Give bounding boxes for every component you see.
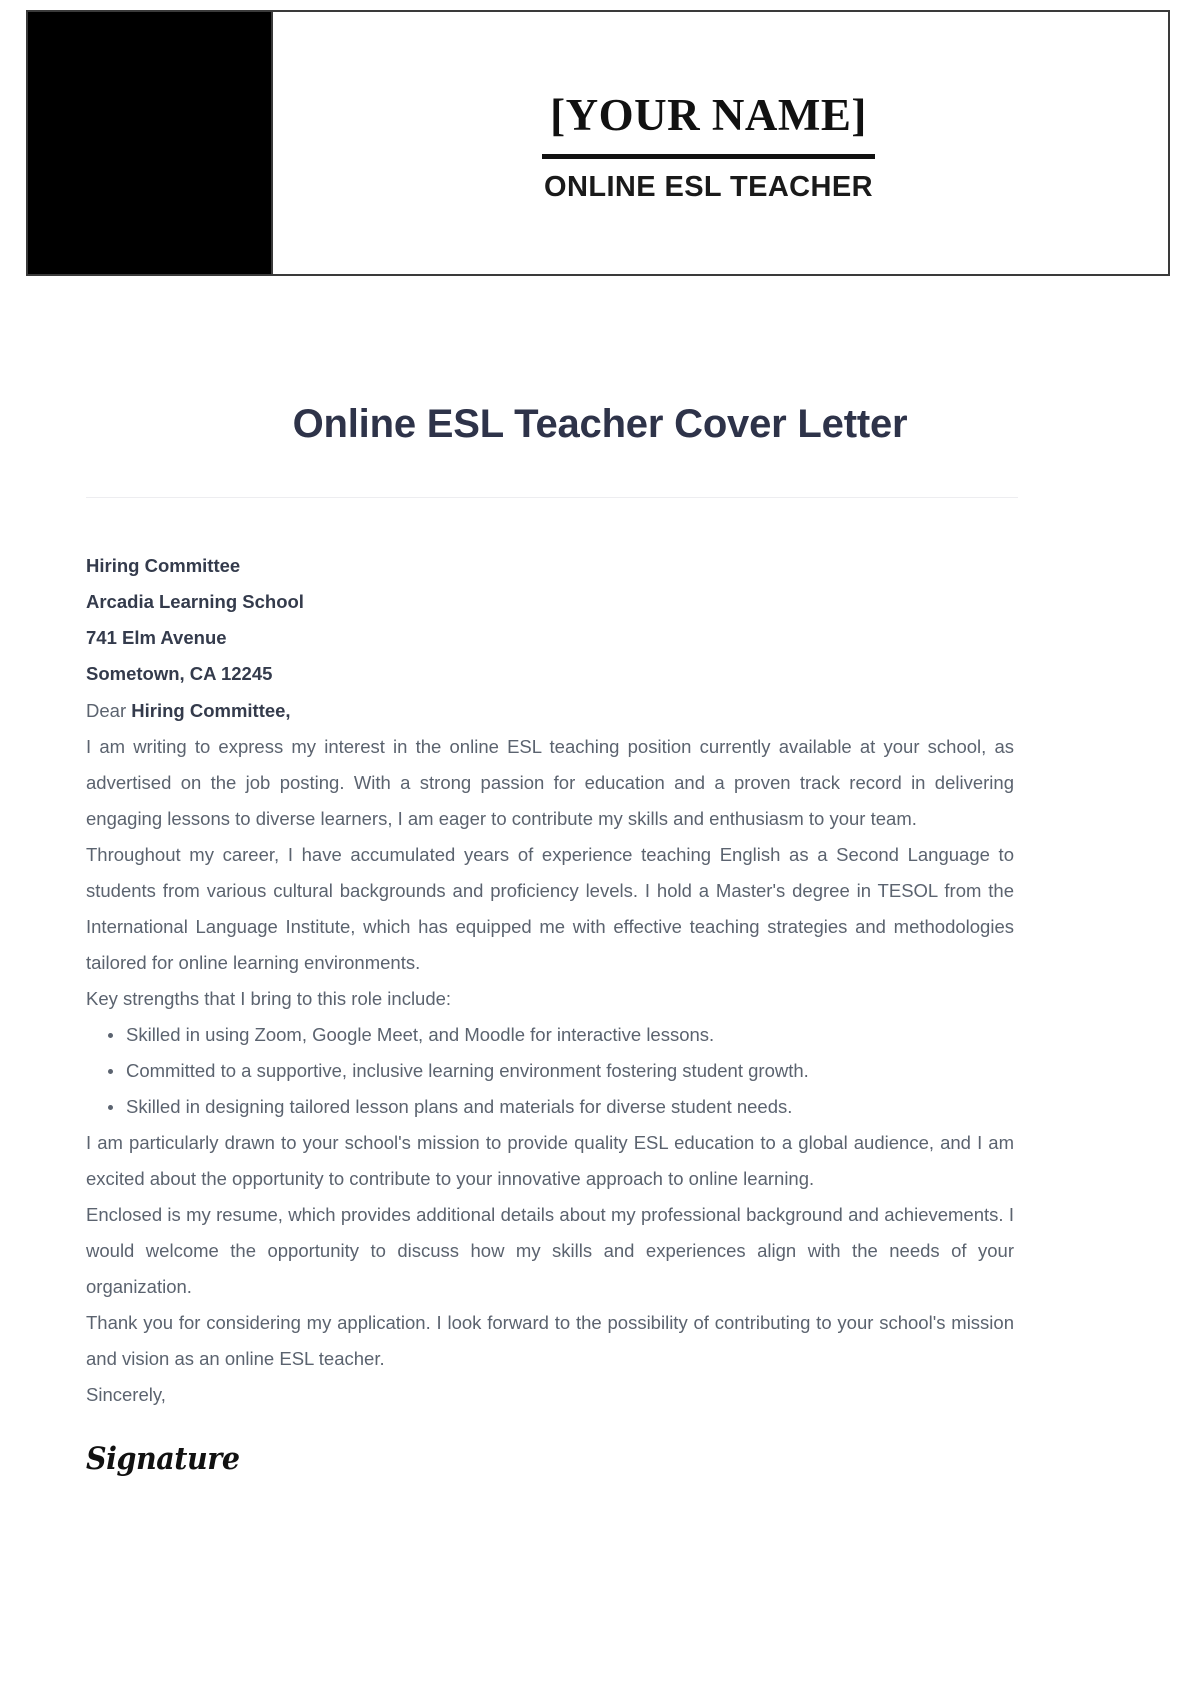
key-strengths-list <box>86 1017 1014 1125</box>
letterhead-accent-block <box>28 12 273 274</box>
body-paragraph-3: I am particularly drawn to your school's mission to provide quality ESL education to a global audience, and I am excited about the opportunity to contribute to your innovative approach to online learning. <box>86 1132 1014 1189</box>
signature: Signature <box>86 1441 240 1477</box>
letterhead-role: ONLINE ESL TEACHER <box>544 170 873 203</box>
list-item: Skilled in using Zoom, Google Meet, and Moodle for interactive lessons. <box>104 1017 1014 1053</box>
recipient-street: 741 Elm Avenue <box>86 627 227 648</box>
recipient-block <box>86 548 1014 692</box>
list-item: Committed to a supportive, inclusive learning environment fostering student growth. <box>104 1053 1014 1089</box>
closing-line: Sincerely, <box>86 1384 166 1405</box>
title-divider <box>86 497 1018 498</box>
salutation-addressee: Hiring Committee, <box>131 700 291 721</box>
letter-body <box>86 548 1014 1477</box>
salutation-prefix: Dear <box>86 700 132 721</box>
body-paragraph-1: I am writing to express my interest in the online ESL teaching position currently available at your school, as advertised on the job posting. With a strong passion for education and a proven track record in delivering engaging lessons to diverse learners, I am eager to contribute my skills and enthusiasm to your team. <box>86 736 1014 829</box>
list-item: Skilled in designing tailored lesson plans and materials for diverse student needs. <box>104 1089 1014 1125</box>
page-title: Online ESL Teacher Cover Letter <box>292 402 908 446</box>
letterhead <box>26 10 1170 276</box>
bullets-intro: Key strengths that I bring to this role include: <box>86 988 452 1009</box>
body-paragraph-4: Enclosed is my resume, which provides additional details about my professional background and achievements. I would welcome the opportunity to discuss how my skills and experiences align with the needs of your organization. <box>86 1204 1014 1297</box>
salutation <box>86 693 1014 729</box>
recipient-city-state-zip: Sometown, CA 12245 <box>86 663 273 684</box>
recipient-organization: Arcadia Learning School <box>86 591 304 612</box>
letterhead-rule <box>542 154 875 159</box>
body-paragraph-5: Thank you for considering my application. I look forward to the possibility of contributing to your school's mission and vision as an online ESL teacher. <box>86 1312 1014 1369</box>
letterhead-name: [YOUR NAME] <box>550 90 867 141</box>
letterhead-identity <box>273 12 1168 274</box>
recipient-name: Hiring Committee <box>86 555 241 576</box>
body-paragraph-2: Throughout my career, I have accumulated years of experience teaching English as a Second Language to students from various cultural backgrounds and proficiency levels. I hold a Master's degree in TESOL from the International Language Institute, which has equipped me with effective teaching strategies and methodologies tailored for online learning environments. <box>86 844 1014 973</box>
